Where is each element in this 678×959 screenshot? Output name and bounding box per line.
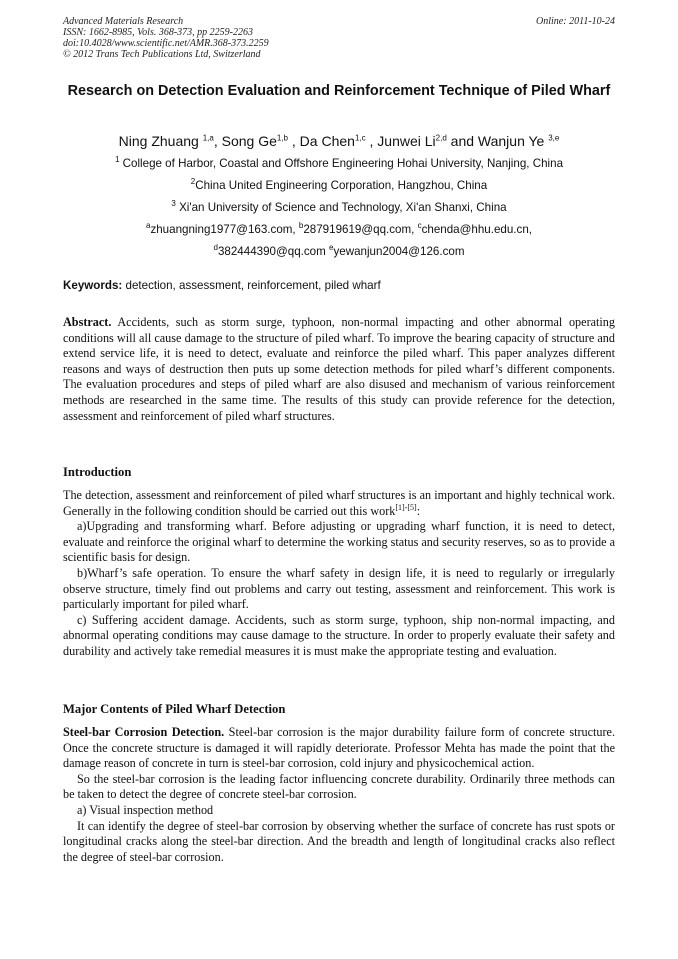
email-mark: d [213,243,218,253]
keywords [63,279,615,293]
author-name: , Junwei Li [365,133,436,149]
author-affiliation-mark: 2,d [435,133,447,143]
major-paragraph-2: So the steel-bar corrosion is the leading factor influencing concrete durability. Ordinarily three methods can be taken to detect the degree of concrete steel-bar corrosion. [63,771,615,802]
affiliation-3 [40,201,638,215]
email-address: yewanjun2004@126.com [333,245,465,258]
author-name: , Song Ge [213,133,277,149]
citation: [1]-[5] [395,502,417,512]
affiliation-2 [40,179,638,193]
affiliation-mark: 3 [171,199,176,209]
subsection-lead: Steel-bar Corrosion Detection. [63,725,225,739]
introduction-body [63,488,615,660]
affiliation-text: College of Harbor, Coastal and Offshore Engineering Hohai University, Nanjing, China [119,157,564,170]
author-name: and Wanjun Ye [446,133,549,149]
major-contents-heading: Major Contents of Piled Wharf Detection [63,702,286,716]
email-line-1 [40,223,638,237]
affiliation-mark: 2 [190,177,196,187]
doi-line: doi:10.4028/www.scientific.net/AMR.368-373.2259 [63,38,269,49]
major-paragraph-3: a) Visual inspection method [77,802,214,817]
affiliation-mark: 1 [114,155,120,165]
email-address: zhuangning1977@163.com, [150,223,299,236]
email-line-2 [40,245,638,259]
author-affiliation-mark: 3,e [548,133,560,143]
email-address: 382444390@qq.com [217,245,330,258]
abstract-label: Abstract. [63,315,112,329]
online-date: Online: 2011-10-24 [536,16,615,27]
author-list [40,132,638,150]
author-affiliation-mark: 1,a [202,133,214,143]
abstract-text: Accidents, such as storm surge, typhoon, non-normal impacting and other abnormal operating conditions will all cause damage to the structure of piled wharf. To improve the bearing capacity of structure and extend service life, it is need to detect, evaluate and reinforce the piled wharf. This paper analyzes different reasons and ways of destruction then puts up some detection methods for piled wharf’s different components. The evaluation procedures and steps of piled wharf are also disused and mechanism of various reinforcement methods are researched in the same time. The results of this study can provide reference for the detection, assessment and reinforcement of piled wharf structures. [63,315,615,423]
author-affiliation-mark: 1,b [276,133,288,143]
paper-title: Research on Detection Evaluation and Reinforcement Technique of Piled Wharf [67,83,611,99]
major-paragraph-1-text: Steel-bar corrosion is the major durability failure form of concrete structure. Once the concrete structure is damaged it will rapidly deteriorate. Professor Mehta has made the point that the damage reason of concrete in turn is steel-bar corrosion, cold injury and physicochemical action. [63,725,616,771]
email-mark: e [329,243,334,253]
author-affiliation-mark: 1,c [354,133,366,143]
email-address: 287919619@qq.com, [303,223,418,236]
intro-paragraph-4: c) Suffering accident damage. Accidents, such as storm surge, typhoon, ship non-normal impacting, and abnormal operating conditions may cause damage to the structure. In order to properly evaluate their safety and durability and actively take remedial measures it is must make the appropriate testing and evaluation. [63,612,615,658]
author-name: Ning Zhuang [118,133,203,149]
major-contents-body [63,725,615,865]
affiliation-text: Xi'an University of Science and Technology, Xi'an Shanxi, China [175,201,507,214]
abstract [63,315,615,424]
keywords-text: detection, assessment, reinforcement, piled wharf [122,279,381,292]
journal-header [63,16,615,60]
intro-paragraph-1-end: : [416,503,421,518]
author-name: , Da Chen [288,133,355,149]
affiliation-text: China United Engineering Corporation, Hangzhou, China [195,179,488,192]
intro-paragraph-1-text: The detection, assessment and reinforcement of piled wharf structures is an important and highly technical work. Generally in the following condition should be carried out this work [63,488,615,518]
email-mark: b [298,221,304,231]
introduction-heading: Introduction [63,465,132,479]
email-mark: c [417,221,422,231]
journal-name: Advanced Materials Research [63,16,184,27]
email-mark: a [145,221,151,231]
intro-paragraph-3: b)Wharf’s safe operation. To ensure the wharf safety in design life, it is need to regularly or irregularly observe structure, timely find out problems and carry out testing, assessment and reinforcement. This work is particularly important for piled wharf. [63,565,615,612]
major-paragraph-4: It can identify the degree of steel-bar corrosion by observing whether the surface of concrete has rust spots or longitudinal cracks along the steel-bar direction. And the breadth and length of longitudinal cracks also reflect the degree of steel-bar corrosion. [63,818,615,864]
intro-paragraph-2: a)Upgrading and transforming wharf. Before adjusting or upgrading wharf function, it is need to detect, evaluate and reinforce the original wharf to determine the working status and security reserves, so as to provide a scientific basis for design. [63,519,615,565]
major-paragraph-1 [63,725,615,772]
affiliation-1 [40,157,638,171]
email-address: chenda@hhu.edu.cn, [421,223,532,236]
issn-line: ISSN: 1662-8985, Vols. 368-373, pp 2259-2263 [63,27,253,38]
intro-paragraph-1 [63,488,615,519]
copyright-line: © 2012 Trans Tech Publications Ltd, Switzerland [63,49,261,60]
keywords-label: Keywords: [63,279,123,292]
